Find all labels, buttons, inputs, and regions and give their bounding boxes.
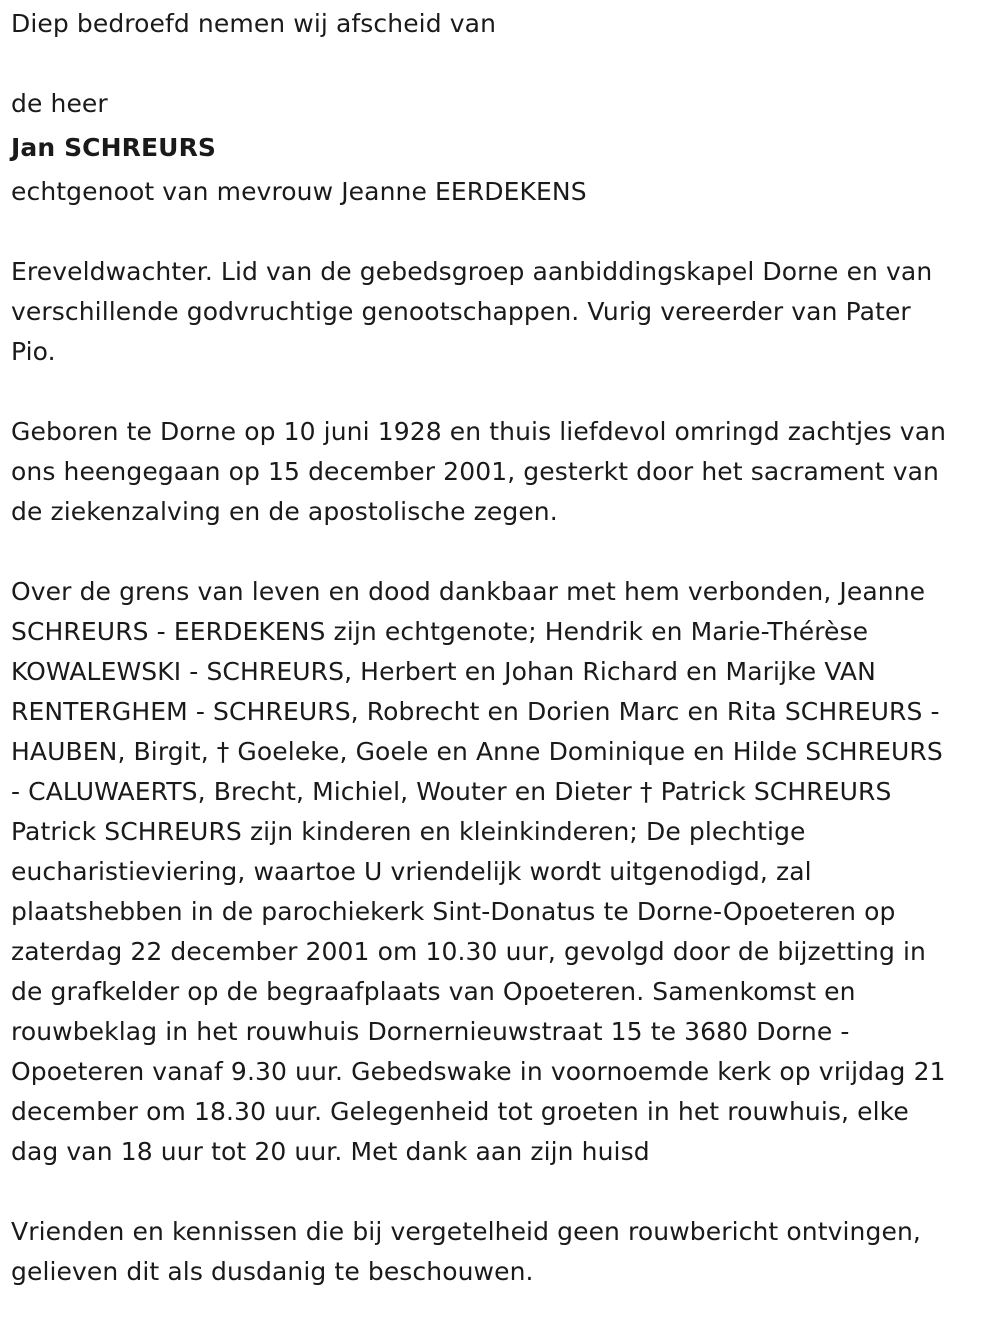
paragraph-line: Pio.: [11, 337, 56, 366]
paragraph-line: Ereveldwachter. Lid van de gebedsgroep aanbiddingskapel Dorne en van: [11, 257, 933, 286]
paragraph-line: december om 18.30 uur. Gelegenheid tot groeten in het rouwhuis, elke: [11, 1097, 909, 1126]
paragraph-biography: [11, 252, 993, 372]
paragraph-line: rouwbeklag in het rouwhuis Dornernieuwstraat 15 te 3680 Dorne -: [11, 1017, 850, 1046]
paragraph-line: Vrienden en kennissen die bij vergetelheid geen rouwbericht ontvingen,: [11, 1217, 921, 1246]
paragraph-line: Over de grens van leven en dood dankbaar met hem verbonden, Jeanne: [11, 577, 926, 606]
paragraph-line: Opoeteren vanaf 9.30 uur. Gebedswake in voornoemde kerk op vrijdag 21: [11, 1057, 946, 1086]
paragraph-line: ons heengegaan op 15 december 2001, gesterkt door het sacrament van: [11, 457, 940, 486]
paragraph-line: plaatshebben in de parochiekerk Sint-Donatus te Dorne-Opoeteren op: [11, 897, 896, 926]
paragraph-line: dag van 18 uur tot 20 uur. Met dank aan zijn huisd: [11, 1137, 650, 1166]
paragraph-line: SCHREURS - EERDEKENS zijn echtgenote; Hendrik en Marie-Thérèse: [11, 617, 869, 646]
spacer: [11, 212, 993, 252]
spacer: [11, 532, 993, 572]
spacer: [11, 44, 993, 84]
paragraph-line: verschillende godvruchtige genootschappen. Vurig vereerder van Pater: [11, 297, 911, 326]
paragraph-line: de grafkelder op de begraafplaats van Opoeteren. Samenkomst en: [11, 977, 856, 1006]
paragraph-line: HAUBEN, Birgit, † Goeleke, Goele en Anne Dominique en Hilde SCHREURS: [11, 737, 943, 766]
paragraph-line: KOWALEWSKI - SCHREURS, Herbert en Johan Richard en Marijke VAN: [11, 657, 876, 686]
spacer: [11, 1172, 993, 1212]
paragraph-line: zaterdag 22 december 2001 om 10.30 uur, gevolgd door de bijzetting in: [11, 937, 926, 966]
paragraph-line: Patrick SCHREURS zijn kinderen en kleinkinderen; De plechtige: [11, 817, 806, 846]
spouse-line: echtgenoot van mevrouw Jeanne EERDEKENS: [11, 177, 587, 206]
paragraph-family-ceremony: [11, 572, 993, 1172]
paragraph-line: eucharistieviering, waartoe U vriendelijk wordt uitgenodigd, zal: [11, 857, 812, 886]
paragraph-closing: [11, 1212, 993, 1292]
paragraph-line: gelieven dit als dusdanig te beschouwen.: [11, 1257, 534, 1286]
intro-text: Diep bedroefd nemen wij afscheid van: [11, 9, 497, 38]
deceased-name: Jan SCHREURS: [11, 133, 217, 162]
spacer: [11, 372, 993, 412]
death-notice: [11, 4, 993, 1292]
title-prefix: de heer: [11, 89, 108, 118]
paragraph-line: de ziekenzalving en de apostolische zegen.: [11, 497, 558, 526]
paragraph-line: RENTERGHEM - SCHREURS, Robrecht en Dorien Marc en Rita SCHREURS -: [11, 697, 940, 726]
paragraph-line: - CALUWAERTS, Brecht, Michiel, Wouter en Dieter † Patrick SCHREURS: [11, 777, 892, 806]
paragraph-birth-death: [11, 412, 993, 532]
paragraph-line: Geboren te Dorne op 10 juni 1928 en thuis liefdevol omringd zachtjes van: [11, 417, 947, 446]
